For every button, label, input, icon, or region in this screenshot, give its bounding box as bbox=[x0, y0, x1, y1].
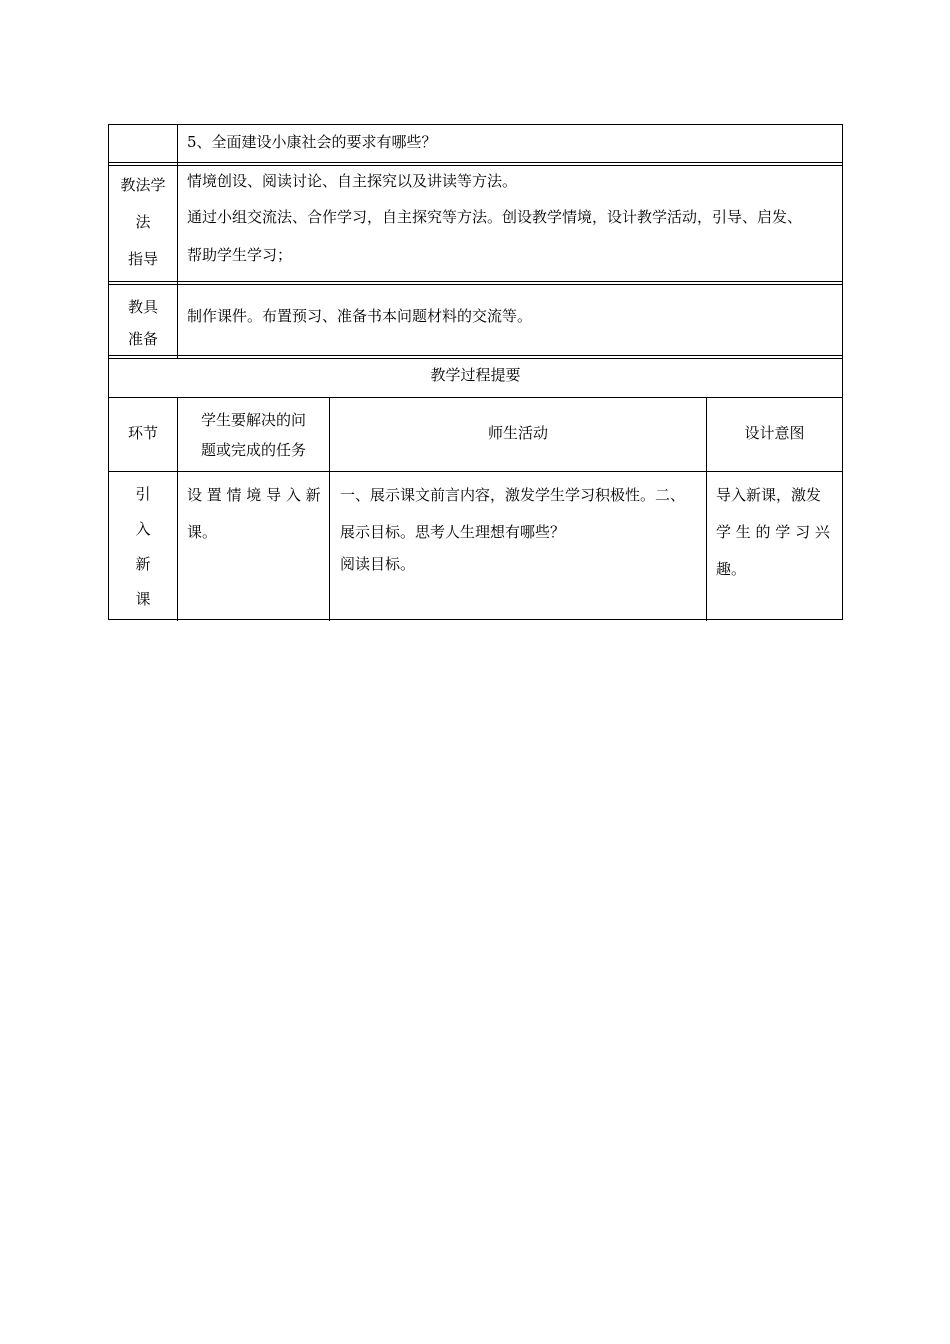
intro-stage-char: 引 bbox=[135, 485, 151, 503]
methods-line-2: 通过小组交流法、合作学习，自主探究等方法。创设教学情境，设计教学活动，引导、启发、 bbox=[187, 208, 803, 226]
intro-task-line: 设 置 情 境 导 入 新 bbox=[187, 486, 321, 504]
header-activity: 师生活动 bbox=[487, 424, 548, 442]
intro-stage-char: 入 bbox=[135, 520, 151, 538]
methods-label-line: 教法学 bbox=[120, 176, 166, 194]
intro-intent-line: 学 生 的 学 习 兴 bbox=[716, 523, 830, 541]
intro-task bbox=[187, 477, 327, 551]
requirements-question: 5、全面建设小康社会的要求有哪些？ bbox=[187, 133, 437, 151]
row-divider bbox=[109, 397, 842, 398]
tools-label bbox=[109, 291, 177, 355]
row-divider bbox=[109, 355, 842, 359]
intro-activity-line: 阅读目标。 bbox=[340, 555, 416, 573]
intro-intent-line: 导入新课，激发 bbox=[716, 486, 822, 504]
header-intent: 设计意图 bbox=[744, 424, 805, 442]
methods-label bbox=[109, 167, 177, 278]
methods-label-line: 法 bbox=[135, 213, 151, 231]
intro-task-line: 课。 bbox=[187, 523, 218, 541]
intro-stage-char: 课 bbox=[135, 590, 151, 608]
process-title: 教学过程提要 bbox=[430, 366, 521, 384]
row-divider bbox=[109, 162, 842, 166]
tools-label-line: 准备 bbox=[127, 330, 158, 348]
header-stage: 环节 bbox=[127, 424, 158, 442]
row-divider bbox=[109, 281, 842, 285]
intro-intent bbox=[716, 477, 841, 588]
lesson-plan-table bbox=[108, 124, 843, 620]
intro-activity bbox=[340, 477, 706, 577]
column-divider bbox=[177, 125, 178, 358]
row-divider bbox=[109, 471, 842, 472]
methods-label-line: 指导 bbox=[127, 250, 158, 268]
methods-line-3: 帮助学生学习； bbox=[187, 246, 293, 264]
intro-intent-line: 趣。 bbox=[716, 560, 747, 578]
intro-stage-char: 新 bbox=[135, 555, 151, 573]
intro-activity-line: 展示目标。思考人生理想有哪些？ bbox=[340, 523, 566, 541]
tools-label-line: 教具 bbox=[127, 298, 158, 316]
intro-stage bbox=[109, 477, 177, 617]
tools-content: 制作课件。布置预习、准备书本问题材料的交流等。 bbox=[187, 307, 533, 325]
intro-activity-line: 一、展示课文前言内容，激发学生学习积极性。二、 bbox=[340, 486, 686, 504]
header-task bbox=[178, 405, 329, 465]
methods-line-1: 情境创设、阅读讨论、自主探究以及讲读等方法。 bbox=[187, 172, 518, 190]
header-task-line: 题或完成的任务 bbox=[200, 441, 306, 459]
header-task-line: 学生要解决的问 bbox=[200, 411, 306, 429]
